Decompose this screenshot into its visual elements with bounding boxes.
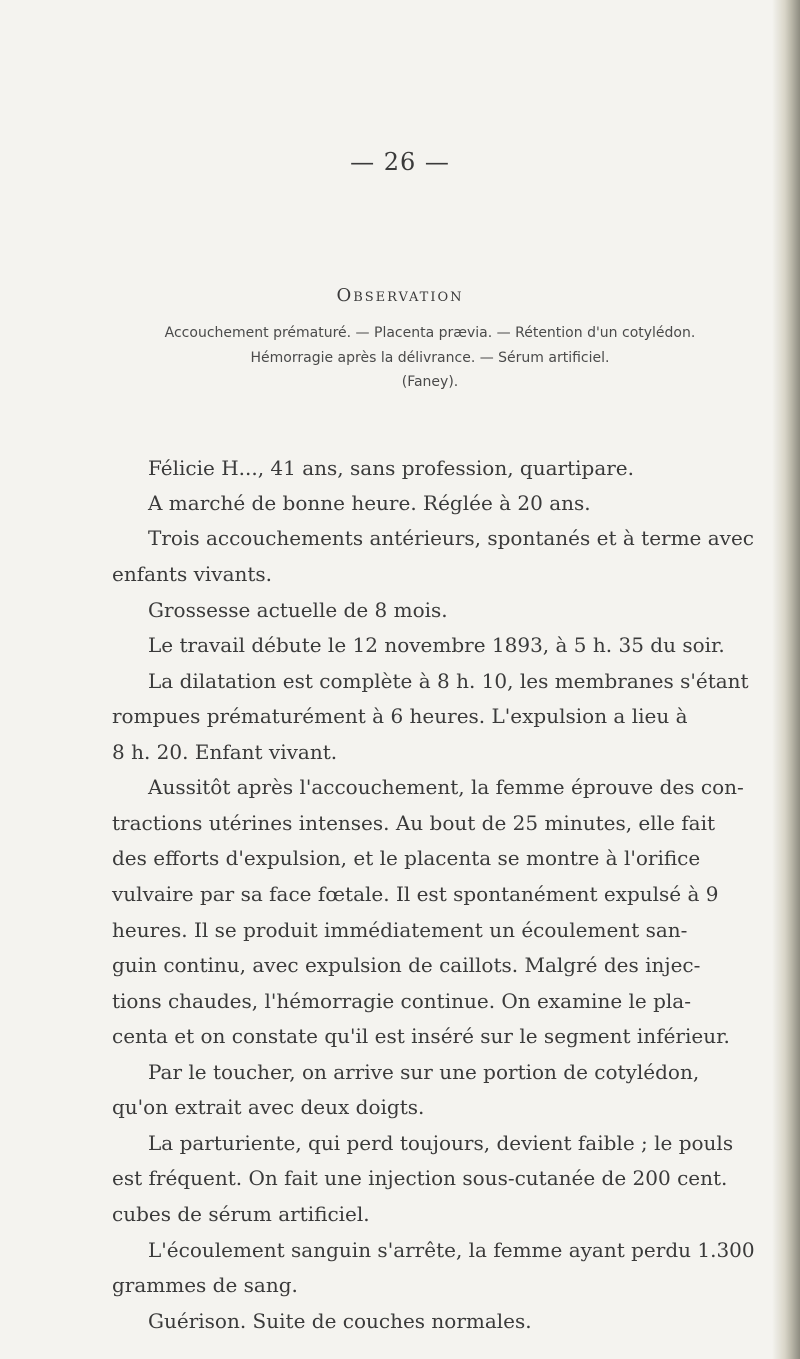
body-line-4: enfants vivants. [112,562,273,586]
subtitle-line-2: Hémorragie après la délivrance. — Sérum artificiel. [250,350,610,366]
body-line-14: heures. Il se produit immédiatement un écoulement san- [112,918,688,942]
body-line-9: 8 h. 20. Enfant vivant. [112,740,338,764]
body-line-18: Par le toucher, on arrive sur une portion de cotylédon, [148,1060,700,1084]
body-line-15: guin continu, avec expulsion de caillots. Malgré des injec- [112,953,701,977]
body-line-2: A marché de bonne heure. Réglée à 20 ans. [148,491,591,515]
body-line-8: rompues prématurément à 6 heures. L'expulsion a lieu à [112,704,688,728]
body-line-6: Le travail débute le 12 novembre 1893, à 5 h. 35 du soir. [148,633,725,657]
page-number: — 26 — [350,148,450,176]
body-line-11: tractions utérines intenses. Au bout de 25 minutes, elle fait [112,811,716,835]
body-line-13: vulvaire par sa face fœtale. Il est spontanément expulsé à 9 [112,882,719,906]
body-line-16: tions chaudes, l'hémorragie continue. On examine le pla- [112,989,691,1013]
body-line-19: qu'on extrait avec deux doigts. [112,1095,425,1119]
body-line-17: centa et on constate qu'il est inséré sur le segment inférieur. [112,1024,730,1048]
page-edge-shadow [772,0,800,1359]
body-line-12: des efforts d'expulsion, et le placenta se montre à l'orifice [112,846,701,870]
subtitle-line-3: (Faney). [401,374,459,390]
body-line-7: La dilatation est complète à 8 h. 10, les membranes s'étant [148,669,749,693]
body-line-20: La parturiente, qui perd toujours, devient faible ; le pouls [148,1131,734,1155]
body-line-23: L'écoulement sanguin s'arrête, la femme ayant perdu 1.300 [148,1238,755,1262]
subtitle-line-1: Accouchement prématuré. — Placenta prævia. — Rétention d'un cotylédon. [164,325,696,341]
body-line-10: Aussitôt après l'accouchement, la femme éprouve des con- [148,775,744,799]
body-line-22: cubes de sérum artificiel. [112,1202,370,1226]
observation-title: Observation [336,285,464,306]
body-line-1: Félicie H..., 41 ans, sans profession, quartipare. [148,456,634,480]
body-line-3: Trois accouchements antérieurs, spontanés et à terme avec [148,526,755,550]
body-line-21: est fréquent. On fait une injection sous-cutanée de 200 cent. [112,1166,728,1190]
body-line-25: Guérison. Suite de couches normales. [148,1309,532,1333]
body-line-24: grammes de sang. [112,1273,298,1297]
body-line-5: Grossesse actuelle de 8 mois. [148,598,448,622]
